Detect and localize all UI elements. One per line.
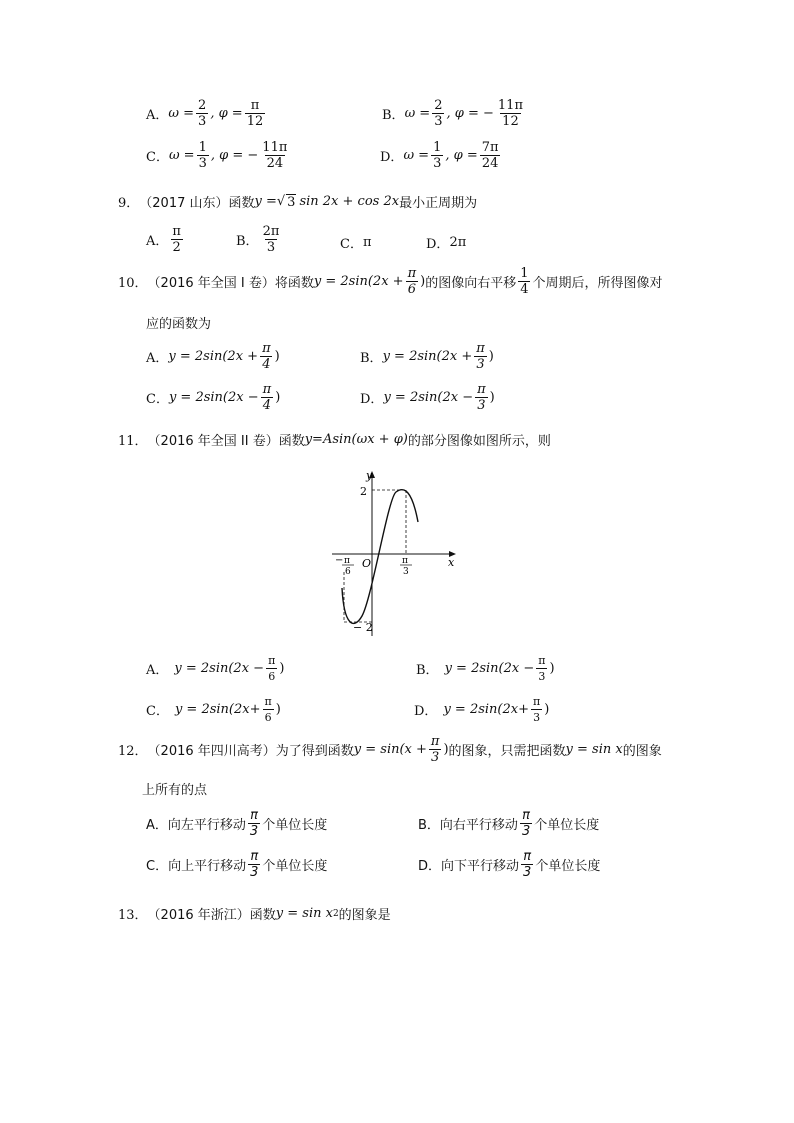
q8-option-a: A． ω = $\frac{2}{3}$ , φ = $\frac{\pi}{12}$ [146,98,264,129]
question-number: 10． [118,276,148,291]
q9-option-c: C． π [340,235,372,252]
fraction: $\frac{11\pi}{24}$ [262,140,288,171]
sqrt-sign: √ [276,194,286,209]
question-13-stem: 13． （2016 年浙江）函数 y = sin x 2 的图象是 [118,906,391,923]
q12-option-c: C． 向上平行移动 $\frac{\pi}{3}$ 个单位长度 [146,849,328,880]
question-9-stem: 9． （2017 山东）函数 y = √ 3 sin 2x + cos 2x 最小正周期为 [118,194,478,211]
origin-label: O [362,557,372,570]
fraction: $\frac{\pi}{3}$ [523,849,532,880]
fraction: $\frac{\pi}{2}$ [172,224,181,255]
q11-option-a: A． y = 2sin(2x − $\frac{\pi}{6}$ ) [146,654,285,683]
fraction: $\frac{2\pi}{3}$ [262,224,280,255]
option-label: A． [146,108,169,123]
fraction: $\frac{1}{4}$ [520,266,529,297]
question-12-stem-cont: 上所有的点 [142,783,208,798]
question-11-stem: 11． （2016 年全国 II 卷）函数 y=Asin(ωx + φ) 的部分图像如图所示，则 [118,432,551,449]
q9-option-b: B． $\frac{2\pi}{3}$ [236,224,280,255]
q10-option-c: C． y = 2sin(2x − $\frac{\pi}{4}$ ) [146,382,281,413]
fraction: $\frac{\pi}{3}$ [249,808,259,839]
fraction: $\frac{\pi}{6}$ [407,266,417,297]
fraction: $\frac{2}{3}$ [434,98,443,129]
q12-option-d: D． 向下平行移动 $\frac{\pi}{3}$ 个单位长度 [418,849,601,880]
q9-option-a: A． $\frac{\pi}{2}$ [146,224,181,255]
question-12-stem: 12． （2016 年四川高考）为了得到函数 y = sin(x + $\frac{\pi}{3}$ ) 的图象，只需把函数 y = sin x 的图象 [118,734,662,765]
max-value-label: 2 [360,485,367,498]
question-number: 11． [118,434,148,449]
option-label: B． [382,108,405,123]
fraction: $\frac{\pi}{3}$ [476,341,485,372]
q10-option-a: A． y = 2sin(2x + $\frac{\pi}{4}$ ) [146,341,280,372]
fraction: $\frac{\pi}{4}$ [262,382,272,413]
sine-graph-figure [330,468,462,640]
fraction: $\frac{\pi}{3}$ [538,654,546,683]
right-tick-denominator: 3 [403,567,409,577]
fraction: $\frac{\pi}{3}$ [430,734,440,765]
fraction: $\frac{\pi}{3}$ [250,849,259,880]
q12-option-b: B． 向右平行移动 $\frac{\pi}{3}$ 个单位长度 [418,808,600,839]
option-label: D． [380,150,404,165]
fraction: $\frac{1}{3}$ [433,140,442,171]
right-tick-numerator: π [402,556,408,566]
q10-option-b: B． y = 2sin(2x + $\frac{\pi}{3}$ ) [360,341,494,372]
fraction: $\frac{\pi}{6}$ [264,695,272,724]
fraction: $\frac{\pi}{3}$ [521,808,531,839]
option-label: C． [146,150,169,165]
fraction: $\frac{\pi}{3}$ [532,695,541,724]
left-tick-numerator: π [344,556,350,566]
q8-option-b: B． ω = $\frac{2}{3}$ , φ = − $\frac{11\pi}{12}$ [382,98,523,129]
fraction: $\frac{7\pi}{24}$ [481,140,499,171]
q10-option-d: D． y = 2sin(2x − $\frac{\pi}{3}$ ) [360,382,495,413]
question-10-stem-cont: 应的函数为 [146,317,212,332]
q8-option-d: D． ω = $\frac{1}{3}$ , φ = $\frac{7\pi}{24}$ [380,140,499,171]
question-number: 9． [118,196,140,211]
x-axis-label: x [448,556,455,569]
fraction: $\frac{\pi}{3}$ [477,382,486,413]
question-number: 12． [118,744,148,759]
q11-option-b: B． y = 2sin(2x − $\frac{\pi}{3}$ ) [416,654,555,683]
q11-option-d: D． y = 2sin(2x+ $\frac{\pi}{3}$ ) [414,695,550,724]
fraction: $\frac{\pi}{4}$ [262,341,271,372]
fraction: $\frac{1}{3}$ [198,140,207,171]
q12-option-a: A． 向左平行移动 $\frac{\pi}{3}$ 个单位长度 [146,808,328,839]
fraction: $\frac{11\pi}{12}$ [497,98,523,129]
q11-option-c: C． y = 2sin(2x+ $\frac{\pi}{6}$ ) [146,695,281,724]
left-tick-denominator: 6 [345,567,351,577]
left-tick-sign: − [335,555,344,566]
question-number: 13． [118,908,148,923]
question-10-stem: 10． （2016 年全国 I 卷）将函数 y = 2sin(2x + $\frac{\pi}{6}$ ) 的图像向右平移 $\frac{1}{4}$ 个周期后，所得图像对 [118,266,663,297]
fraction: $\frac{2}{3}$ [198,98,207,129]
superscript: 2 [332,908,339,919]
fraction: $\frac{\pi}{12}$ [246,98,264,129]
fraction: $\frac{\pi}{6}$ [268,654,276,683]
y-axis-label: y [366,469,373,482]
q8-option-c: C． ω = $\frac{1}{3}$ , φ = − $\frac{11\pi}{24}$ [146,140,288,171]
q9-option-d: D． 2π [426,235,467,252]
min-value-label: − 2 [353,621,373,634]
